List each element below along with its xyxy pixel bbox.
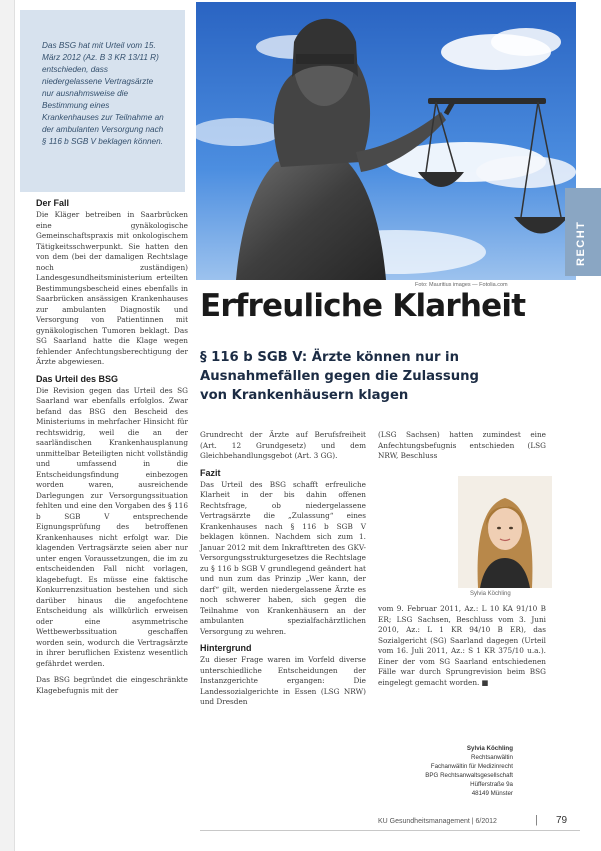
author-name: Sylvia Köchling [466,745,513,752]
middle-intro-paragraph: Grundrecht der Ärzte auf Berufsfreiheit (Art. 12 Grundgesetz) und dem Gleichbehandlungsgebot (Art. 3 GG). [200,430,366,460]
portrait-caption: Sylvia Köchling [470,591,511,597]
lead-box [20,10,185,192]
footer-divider [200,830,580,831]
justitia-photo [196,2,576,280]
heading-der-fall: Der Fall [36,198,70,208]
heading-fazit: Fazit [200,467,221,478]
right-column-continued [378,604,546,694]
author-portrait-illustration [458,476,552,588]
urteil-paragraph-2: Das BSG begründet die eingeschränkte Klagebefugnis mit der [36,675,188,695]
heading-urteil: Das Urteil des BSG [36,373,119,384]
author-portrait [458,476,552,588]
lead-box-text: Das BSG hat mit Urteil vom 15. März 2012 (Az. B 3 KR 13/11 R) entschieden, dass niedergelassene Vertragsärzte nur ausnahmsweise die Bestimmung eines Krankenhauses zur Teilnahme an der ambulanten Versorgung nach § 116 b SGB V beklagen können. [42,41,164,146]
section-tab-label: RECHT [575,220,587,266]
footer-journal: KU Gesundheitsmanagement | 6/2012 [378,818,497,825]
author-specialty: Fachanwältin für Medizinrecht [430,763,513,770]
page-number: 79 [556,815,568,826]
author-city: 48149 Münster [471,790,513,797]
justitia-statue-illustration [196,2,576,280]
page-binding-edge [0,0,15,851]
section-tab-recht [565,188,601,276]
right-continued-paragraph: vom 9. Februar 2011, Az.: L 10 KA 91/10 B ER; LSG Sachsen, Beschluss vom 3. Juni 2010, Az.: L 1 KR 94/10 B ER), das Sozialgericht (SG) Saarland dagegen (Urteil vom 16. Juli 2011, Az.: S 1 KR 375/10 u.a.). Einer der vom SG Saarland entschiedenen Fälle war durch Sprungrevision beim BSG eingelegt gemacht worden. ■ [378,604,546,687]
fazit-paragraph: Das Urteil des BSG schafft erfreuliche Klarheit in der bis dahin offenen Rechtsfrage, ob niedergelassene Vertragsärzte die „Zulassung“ eines Krankenhauses nach § 116 b SGB V beklagen können. Nachdem sich zum 1. Januar 2012 mit dem Inkrafttreten des GKV-Versorgungsstrukturgesetzes die Rechtslage zu § 116 b SGB V grundlegend geändert hat und nun zum das Prinzip „Wer kann, der darf“ gilt, werden niedergelassene Ärzte es noch schwerer haben, sich gegen die Teilnahme von Krankenhäusern an der ambulanten spezialfachärztlichen Versorgung zu wehren. [200,479,366,636]
right-column [378,430,546,468]
left-column [36,198,188,702]
photo-credit: Foto: Mauritius images — Fotolia.com [415,282,508,288]
heading-hintergrund: Hintergrund [200,643,252,653]
author-block [388,744,513,798]
article-subheadline: § 116 b SGB V: Ärzte können nur in Ausnahmefällen gegen die Zulassung von Krankenhäusern klagen [200,350,479,403]
footer-separator: | [535,814,538,826]
right-intro-paragraph: (LSG Sachsen) hatten zumindest eine Anfechtungsbefugnis entschieden (LSG NRW, Beschluss [378,430,546,460]
author-street: Hüfferstraße 9a [470,781,513,788]
article-headline: Erfreuliche Klarheit [200,288,526,324]
middle-column [200,430,366,714]
fall-paragraph: Die Kläger betreiben in Saarbrücken eine gynäkologische Gemeinschaftspraxis mit onkologischem Tätigkeitsschwerpunkt. Sie hatten den von dem (bei der damaligen Rechtslage noch zuständigen) Landesgesundheitsministerium erteilten Bestimmungsbescheid eines ebenfalls in Saarbrücken ansässigen Krankenhauses zur ambulanten Diagnostik und Versorgung von Patientinnen mit gynäkologischen Tumoren beklagt. Das SG Saarland hatte die Klage wegen fehlender Anfechtungsberechtigung der Ärzte abgewiesen. [36,210,188,366]
author-role: Rechtsanwältin [471,754,513,761]
urteil-paragraph-1: Die Revision gegen das Urteil des SG Saarland war ebenfalls erfolglos. Zwar befand das BSG den Bescheid des Ministeriums in mehrfacher Hinsicht für rechtswidrig, weil die an der saarländischen Krankenhausplanung unmittelbar Beteiligten nicht vollständig und umfassend in die Entscheidungsfindung einbezogen worden waren, ausreichende Darlegungen zur Versorgungssituation fehlten und eine den Vorgaben des § 116 b SGB V entsprechende Eignungsprüfung des betroffenen Krankenhauses nicht erfolgt war. Die klagenden Vertragsärzte seien aber nur unter engen Voraussetzungen, die im zu entscheidenden Fall nicht vorlagen, klagebefugt. Es müsse eine faktische Konkurrenzsituation bestehen und sich darüber hinaus die angefochtene Entscheidung als willkürlich erweisen oder eine asymmetrische Wettbewerbssituation geschaffen worden sein, wodurch die Vertragsärzte in ihrer beruflichen Existenz wesentlich gefährdet werden. [36,385,188,668]
author-firm: BPG Rechtsanwaltsgesellschaft [425,772,513,779]
hintergrund-paragraph: Zu dieser Frage waren im Vorfeld diverse unterschiedliche Entscheidungen der Instanzgerichte ergangen: Die Landessozialgerichte in Essen (LSG NRW) und Dresden [200,655,366,706]
